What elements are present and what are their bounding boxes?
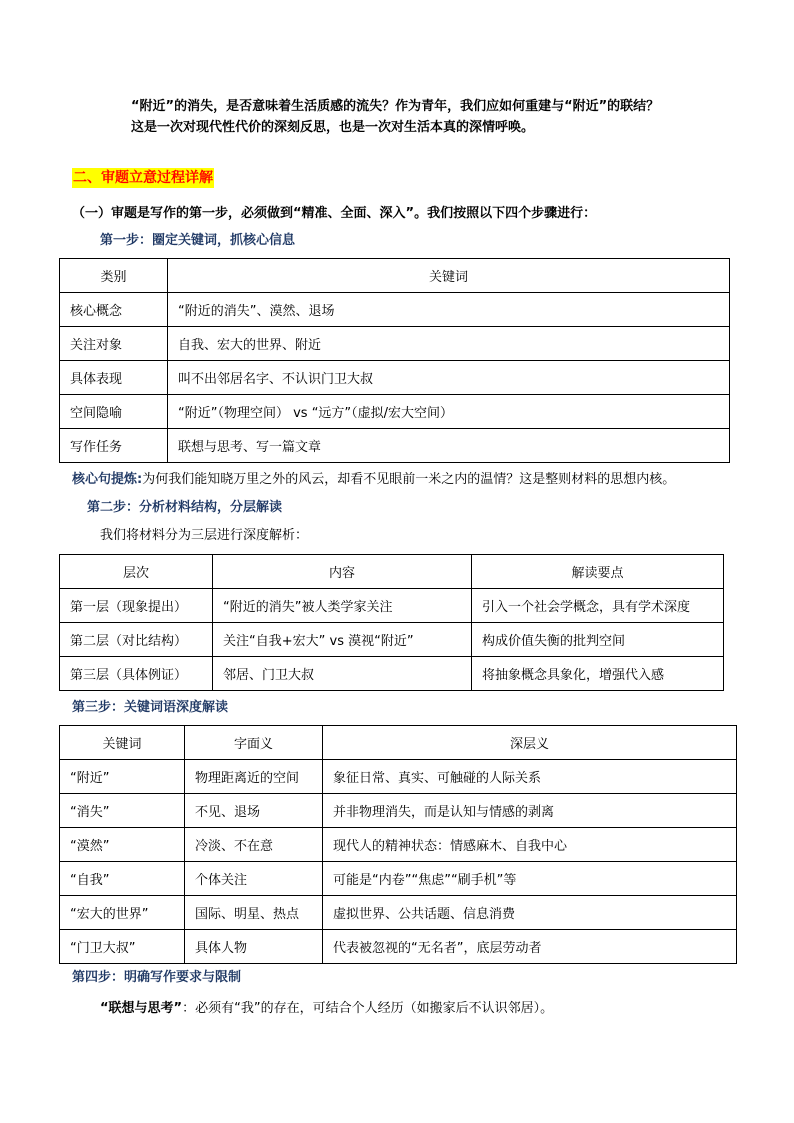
table-cell: 叫不出邻居名字、不认识门卫大叔 xyxy=(168,361,730,395)
table-cell: 核心概念 xyxy=(60,293,168,327)
table-row xyxy=(60,657,724,691)
table-cell: “附近”（物理空间） vs “远方”（虚拟/宏大空间） xyxy=(168,395,730,429)
table-cell: “附近的消失”被人类学家关注 xyxy=(213,589,472,623)
table-cell: 象征日常、真实、可触碰的人际关系 xyxy=(323,760,737,794)
table-cell: 国际、明星、热点 xyxy=(185,896,323,930)
table-cell: 第三层（具体例证） xyxy=(60,657,213,691)
table-cell: 并非物理消失，而是认知与情感的剥离 xyxy=(323,794,737,828)
table-cell: “附近的消失”、漠然、退场 xyxy=(168,293,730,327)
table-header-cell: 深层义 xyxy=(323,726,737,760)
table-row xyxy=(60,623,724,657)
table-cell: “消失” xyxy=(60,794,185,828)
step1-title: 第一步：圈定关键词，抓核心信息 xyxy=(100,233,296,248)
core-question-text: 为何我们能知晓万里之外的风云，却看不见眼前一米之内的温情？这是整则材料的思想内核。 xyxy=(142,472,676,487)
step4-label: “联想与思考” xyxy=(100,1001,183,1016)
table-row xyxy=(60,361,730,395)
table-cell: 将抽象概念具象化，增强代入感 xyxy=(472,657,724,691)
table-header-cell: 关键词 xyxy=(168,259,730,293)
table-header-cell: 类别 xyxy=(60,259,168,293)
step4-requirement xyxy=(100,1000,553,1018)
table-header-cell: 层次 xyxy=(60,555,213,589)
table-header-cell: 内容 xyxy=(213,555,472,589)
table-row xyxy=(60,293,730,327)
table-row xyxy=(60,828,737,862)
table-row xyxy=(60,395,730,429)
table-cell: 写作任务 xyxy=(60,429,168,463)
table-header-row xyxy=(60,555,724,589)
step2-intro: 我们将材料分为三层进行深度解析： xyxy=(100,528,309,543)
table-cell: 虚拟世界、公共话题、信息消费 xyxy=(323,896,737,930)
intro-line-1: “附近”的消失，是否意味着生活质感的流失？作为青年，我们应如何重建与“附近”的联结？ xyxy=(131,99,660,114)
table-header-cell: 关键词 xyxy=(60,726,185,760)
table-cell: 具体表现 xyxy=(60,361,168,395)
table-cell: 不见、退场 xyxy=(185,794,323,828)
table-cell: 具体人物 xyxy=(185,930,323,964)
table-cell: “宏大的世界” xyxy=(60,896,185,930)
table-cell: 关注“自我+宏大” vs 漠视“附近” xyxy=(213,623,472,657)
intro-line-2: 这是一次对现代性代价的深刻反思，也是一次对生活本真的深情呼唤。 xyxy=(131,120,535,135)
table-cell: 自我、宏大的世界、附近 xyxy=(168,327,730,361)
step2-title: 第二步：分析材料结构，分层解读 xyxy=(87,500,283,515)
table-row xyxy=(60,896,737,930)
table-row xyxy=(60,589,724,623)
table-cell: 第二层（对比结构） xyxy=(60,623,213,657)
core-question xyxy=(72,471,675,489)
table-cell: 现代人的精神状态：情感麻木、自我中心 xyxy=(323,828,737,862)
table-row xyxy=(60,862,737,896)
structure-table xyxy=(59,554,724,691)
table-cell: “门卫大叔” xyxy=(60,930,185,964)
section-title: 二、审题立意过程详解 xyxy=(73,170,213,186)
table-cell: “自我” xyxy=(60,862,185,896)
step4-text: ：必须有“我”的存在，可结合个人经历（如搬家后不认识邻居）。 xyxy=(182,1001,554,1016)
keyword-depth-table xyxy=(59,725,737,964)
table-header-row xyxy=(60,259,730,293)
core-question-label: 核心句提炼: xyxy=(72,472,143,487)
table-header-cell: 解读要点 xyxy=(472,555,724,589)
table-row xyxy=(60,930,737,964)
table-cell: 邻居、门卫大叔 xyxy=(213,657,472,691)
table-cell: 联想与思考、写一篇文章 xyxy=(168,429,730,463)
table-cell: 关注对象 xyxy=(60,327,168,361)
step3-title: 第三步：关键词语深度解读 xyxy=(72,700,229,715)
table-cell: 代表被忽视的“无名者”，底层劳动者 xyxy=(323,930,737,964)
table-cell: “附近” xyxy=(60,760,185,794)
table-row xyxy=(60,760,737,794)
table-cell: 第一层（现象提出） xyxy=(60,589,213,623)
table-header-row xyxy=(60,726,737,760)
table-cell: 引入一个社会学概念，具有学术深度 xyxy=(472,589,724,623)
table-cell: 冷淡、不在意 xyxy=(185,828,323,862)
table-cell: 空间隐喻 xyxy=(60,395,168,429)
table-row xyxy=(60,794,737,828)
table-row xyxy=(60,327,730,361)
table-cell: 个体关注 xyxy=(185,862,323,896)
step4-title: 第四步：明确写作要求与限制 xyxy=(72,970,242,985)
table-row xyxy=(60,429,730,463)
table-cell: 可能是“内卷”“焦虑”“刷手机”等 xyxy=(323,862,737,896)
keyword-table xyxy=(59,258,730,463)
table-cell: 构成价值失衡的批判空间 xyxy=(472,623,724,657)
table-cell: 物理距离近的空间 xyxy=(185,760,323,794)
table-header-cell: 字面义 xyxy=(185,726,323,760)
table-cell: “漠然” xyxy=(60,828,185,862)
subsection-heading: （一）审题是写作的第一步，必须做到“精准、全面、深入”。我们按照以下四个步骤进行： xyxy=(72,206,597,221)
